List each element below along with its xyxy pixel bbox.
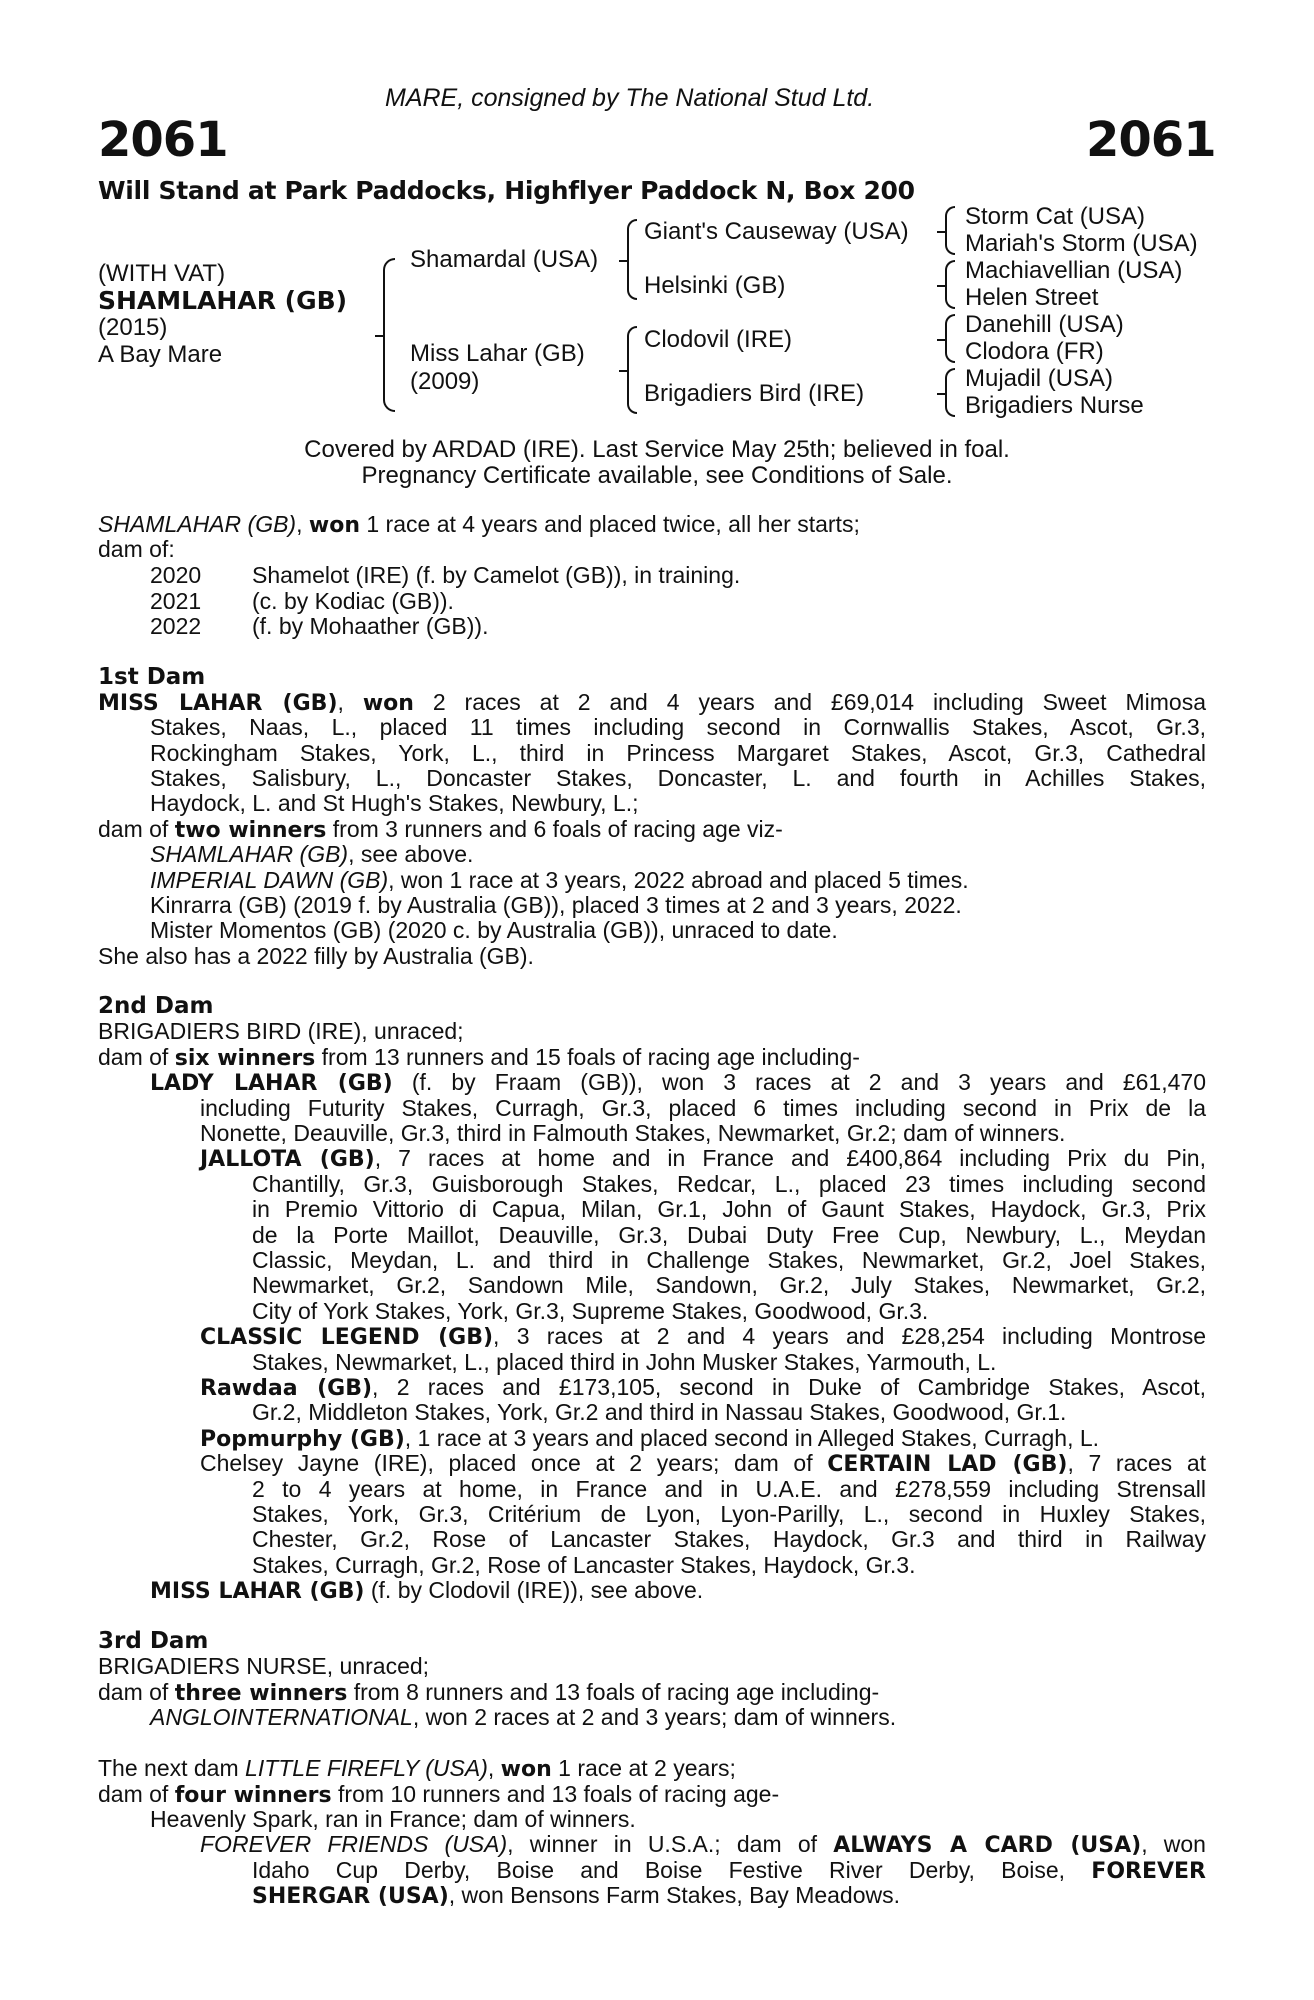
pedigree-gg2: Mariah's Storm (USA) (965, 230, 1198, 257)
section-second-dam: 2nd Dam (98, 993, 214, 1019)
produce-text: (f. by Mohaather (GB)). (252, 613, 489, 639)
jallota-line-3: in Premio Vittorio di Capua, Milan, Gr.1, John of Gaunt Stakes, Haydock, Gr.3, Prix (252, 1196, 1206, 1222)
chelsey-jayne-line-5: Stakes, Curragh, Gr.2, Rose of Lancaster Stakes, Haydock, Gr.3. (252, 1552, 916, 1578)
chelsey-jayne-line-3: Stakes, York, Gr.3, Critérium de Lyon, Lyon-Parilly, L., second in Huxley Stakes, (252, 1501, 1206, 1527)
first-dam-runner: IMPERIAL DAWN (GB), won 1 race at 3 years, 2022 abroad and placed 5 times. (150, 867, 969, 893)
second-dam-line-1: BRIGADIERS BIRD (IRE), unraced; (98, 1018, 464, 1044)
jallota-line-7: City of York Stakes, York, Gr.3, Supreme Stakes, Goodwood, Gr.3. (252, 1298, 929, 1324)
pedigree-dam: Miss Lahar (GB) (410, 340, 585, 367)
forever-friends-line-2: Idaho Cup Derby, Boise and Boise Festive River Derby, Boise, FOREVER (252, 1857, 1206, 1884)
pedigree-gg5: Danehill (USA) (965, 311, 1124, 338)
jallota-line-2: Chantilly, Gr.3, Guisborough Stakes, Redcar, L., placed 23 times including second (252, 1171, 1206, 1197)
next-dam-line-2: dam of four winners from 10 runners and 13 foals of racing age- (98, 1781, 780, 1808)
produce-text: Shamelot (IRE) (f. by Camelot (GB)), in training. (252, 562, 741, 588)
forever-friends-line-1: FOREVER FRIENDS (USA), winner in U.S.A.; dam of ALWAYS A CARD (USA), won (200, 1831, 1206, 1858)
pedigree-brace-sire (627, 219, 637, 300)
pedigree-dam-dam: Brigadiers Bird (IRE) (644, 380, 865, 407)
third-dam-line-2: dam of three winners from 8 runners and 13 foals of racing age including- (98, 1679, 880, 1706)
pedigree-brace-g1 (945, 206, 955, 255)
covered-line-2: Pregnancy Certificate available, see Conditions of Sale. (361, 462, 953, 489)
classic-legend-line-1: CLASSIC LEGEND (GB), 3 races at 2 and 4 years and £28,254 including Montrose (200, 1323, 1206, 1350)
first-dam-dam-of: dam of two winners from 3 runners and 6 foals of racing age viz- (98, 816, 783, 843)
third-dam-line-1: BRIGADIERS NURSE, unraced; (98, 1653, 430, 1679)
pedigree-dam-year: (2009) (410, 368, 480, 395)
pedigree-dam-sire: Clodovil (IRE) (644, 326, 793, 353)
forever-friends-line-3: SHERGAR (USA), won Bensons Farm Stakes, Bay Meadows. (252, 1882, 901, 1909)
rawdaa-line-2: Gr.2, Middleton Stakes, York, Gr.2 and third in Nassau Stakes, Goodwood, Gr.1. (252, 1399, 1067, 1425)
produce-year: 2020 (150, 562, 202, 588)
classic-legend-line-2: Stakes, Newmarket, L., placed third in John Musker Stakes, Yarmouth, L. (252, 1349, 997, 1375)
first-dam-line-3: Rockingham Stakes, York, L., third in Princess Margaret Stakes, Ascot, Gr.3, Cathedral (150, 740, 1206, 766)
intro-dam-of: dam of: (98, 536, 175, 562)
miss-lahar-line: MISS LAHAR (GB) (f. by Clodovil (IRE)), see above. (150, 1577, 704, 1604)
first-dam-line-4: Stakes, Salisbury, L., Doncaster Stakes, Doncaster, L. and fourth in Achilles Stakes, (150, 765, 1206, 791)
horse-year: (2015) (98, 314, 168, 341)
jallota-line-5: Classic, Meydan, L. and third in Challenge Stakes, Newmarket, Gr.2, Joel Stakes, (252, 1247, 1206, 1273)
jallota-line-1: JALLOTA (GB), 7 races at home and in France and £400,864 including Prix du Pin, (200, 1145, 1206, 1172)
pedigree-brace-g4 (945, 368, 955, 417)
chelsey-jayne-line-4: Chester, Gr.2, Rose of Lancaster Stakes, Haydock, Gr.3 and third in Railway (252, 1526, 1206, 1552)
first-dam-line-5: Haydock, L. and St Hugh's Stakes, Newbury, L.; (150, 790, 639, 816)
pedigree-brace-dam (627, 326, 637, 414)
lot-number-left: 2061 (98, 112, 228, 168)
rawdaa-line-1: Rawdaa (GB), 2 races and £173,105, second in Duke of Cambridge Stakes, Ascot, (200, 1374, 1206, 1401)
vat-label: (WITH VAT) (98, 260, 226, 287)
jallota-line-6: Newmarket, Gr.2, Sandown Mile, Sandown, Gr.2, July Stakes, Newmarket, Gr.2, (252, 1272, 1206, 1298)
first-dam-note: She also has a 2022 filly by Australia (GB). (98, 943, 534, 969)
lady-lahar-line-2: including Futurity Stakes, Curragh, Gr.3, placed 6 times including second in Prix de la (200, 1095, 1206, 1121)
section-first-dam: 1st Dam (98, 664, 206, 690)
pedigree-brace-g2 (945, 260, 955, 309)
pedigree-gg6: Clodora (FR) (965, 338, 1104, 365)
lot-number-right: 2061 (1086, 112, 1216, 168)
horse-description: A Bay Mare (98, 341, 223, 368)
pedigree-sire-dam: Helsinki (GB) (644, 272, 786, 299)
pedigree-gg3: Machiavellian (USA) (965, 257, 1183, 284)
first-dam-line-1: MISS LAHAR (GB), won 2 races at 2 and 4 years and £69,014 including Sweet Mimosa (98, 689, 1206, 716)
chelsey-jayne-line-2: 2 to 4 years at home, in France and in U.A.E. and £278,559 including Strensall (252, 1476, 1206, 1502)
intro-line: SHAMLAHAR (GB), won 1 race at 4 years and placed twice, all her starts; (98, 511, 860, 538)
pedigree-sire: Shamardal (USA) (410, 246, 599, 273)
pedigree-brace-main (383, 258, 395, 412)
next-dam-line-3: Heavenly Spark, ran in France; dam of winners. (150, 1806, 636, 1832)
first-dam-runner: SHAMLAHAR (GB), see above. (150, 841, 474, 867)
first-dam-runner: Kinrarra (GB) (2019 f. by Australia (GB)), placed 3 times at 2 and 3 years, 2022. (150, 892, 962, 918)
produce-text: (c. by Kodiac (GB)). (252, 588, 454, 614)
horse-name: SHAMLAHAR (GB) (98, 286, 348, 315)
popmurphy-line: Popmurphy (GB), 1 race at 3 years and placed second in Alleged Stakes, Curragh, L. (200, 1425, 1100, 1452)
covered-line-1: Covered by ARDAD (IRE). Last Service May 25th; believed in foal. (304, 436, 1010, 463)
jallota-line-4: de la Porte Maillot, Deauville, Gr.3, Dubai Duty Free Cup, Newbury, L., Meydan (252, 1222, 1206, 1248)
section-third-dam: 3rd Dam (98, 1628, 209, 1654)
next-dam-line-1: The next dam LITTLE FIREFLY (USA), won 1 race at 2 years; (98, 1755, 736, 1782)
second-dam-line-2: dam of six winners from 13 runners and 15 foals of racing age including- (98, 1044, 860, 1071)
pedigree-gg7: Mujadil (USA) (965, 365, 1114, 392)
pedigree-brace-g3 (945, 314, 955, 363)
chelsey-jayne-line-1: Chelsey Jayne (IRE), placed once at 2 years; dam of CERTAIN LAD (GB), 7 races at (200, 1450, 1207, 1477)
lady-lahar-line-1: LADY LAHAR (GB) (f. by Fraam (GB)), won 3 races at 2 and 3 years and £61,470 (150, 1069, 1206, 1096)
third-dam-runner: ANGLOINTERNATIONAL, won 2 races at 2 and 3 years; dam of winners. (150, 1704, 897, 1730)
pedigree-gg4: Helen Street (965, 284, 1099, 311)
consignor-line: MARE, consigned by The National Stud Ltd. (385, 84, 875, 112)
pedigree-gg1: Storm Cat (USA) (965, 203, 1146, 230)
produce-year: 2021 (150, 588, 202, 614)
pedigree-gg8: Brigadiers Nurse (965, 392, 1144, 419)
first-dam-line-2: Stakes, Naas, L., placed 11 times including second in Cornwallis Stakes, Ascot, Gr.3, (150, 714, 1206, 740)
pedigree-sire-sire: Giant's Causeway (USA) (644, 218, 909, 245)
first-dam-runner: Mister Momentos (GB) (2020 c. by Australia (GB)), unraced to date. (150, 917, 838, 943)
stand-location: Will Stand at Park Paddocks, Highflyer Paddock N, Box 200 (98, 176, 915, 205)
produce-year: 2022 (150, 613, 202, 639)
lady-lahar-line-3: Nonette, Deauville, Gr.3, third in Falmouth Stakes, Newmarket, Gr.2; dam of winners. (200, 1120, 1066, 1146)
